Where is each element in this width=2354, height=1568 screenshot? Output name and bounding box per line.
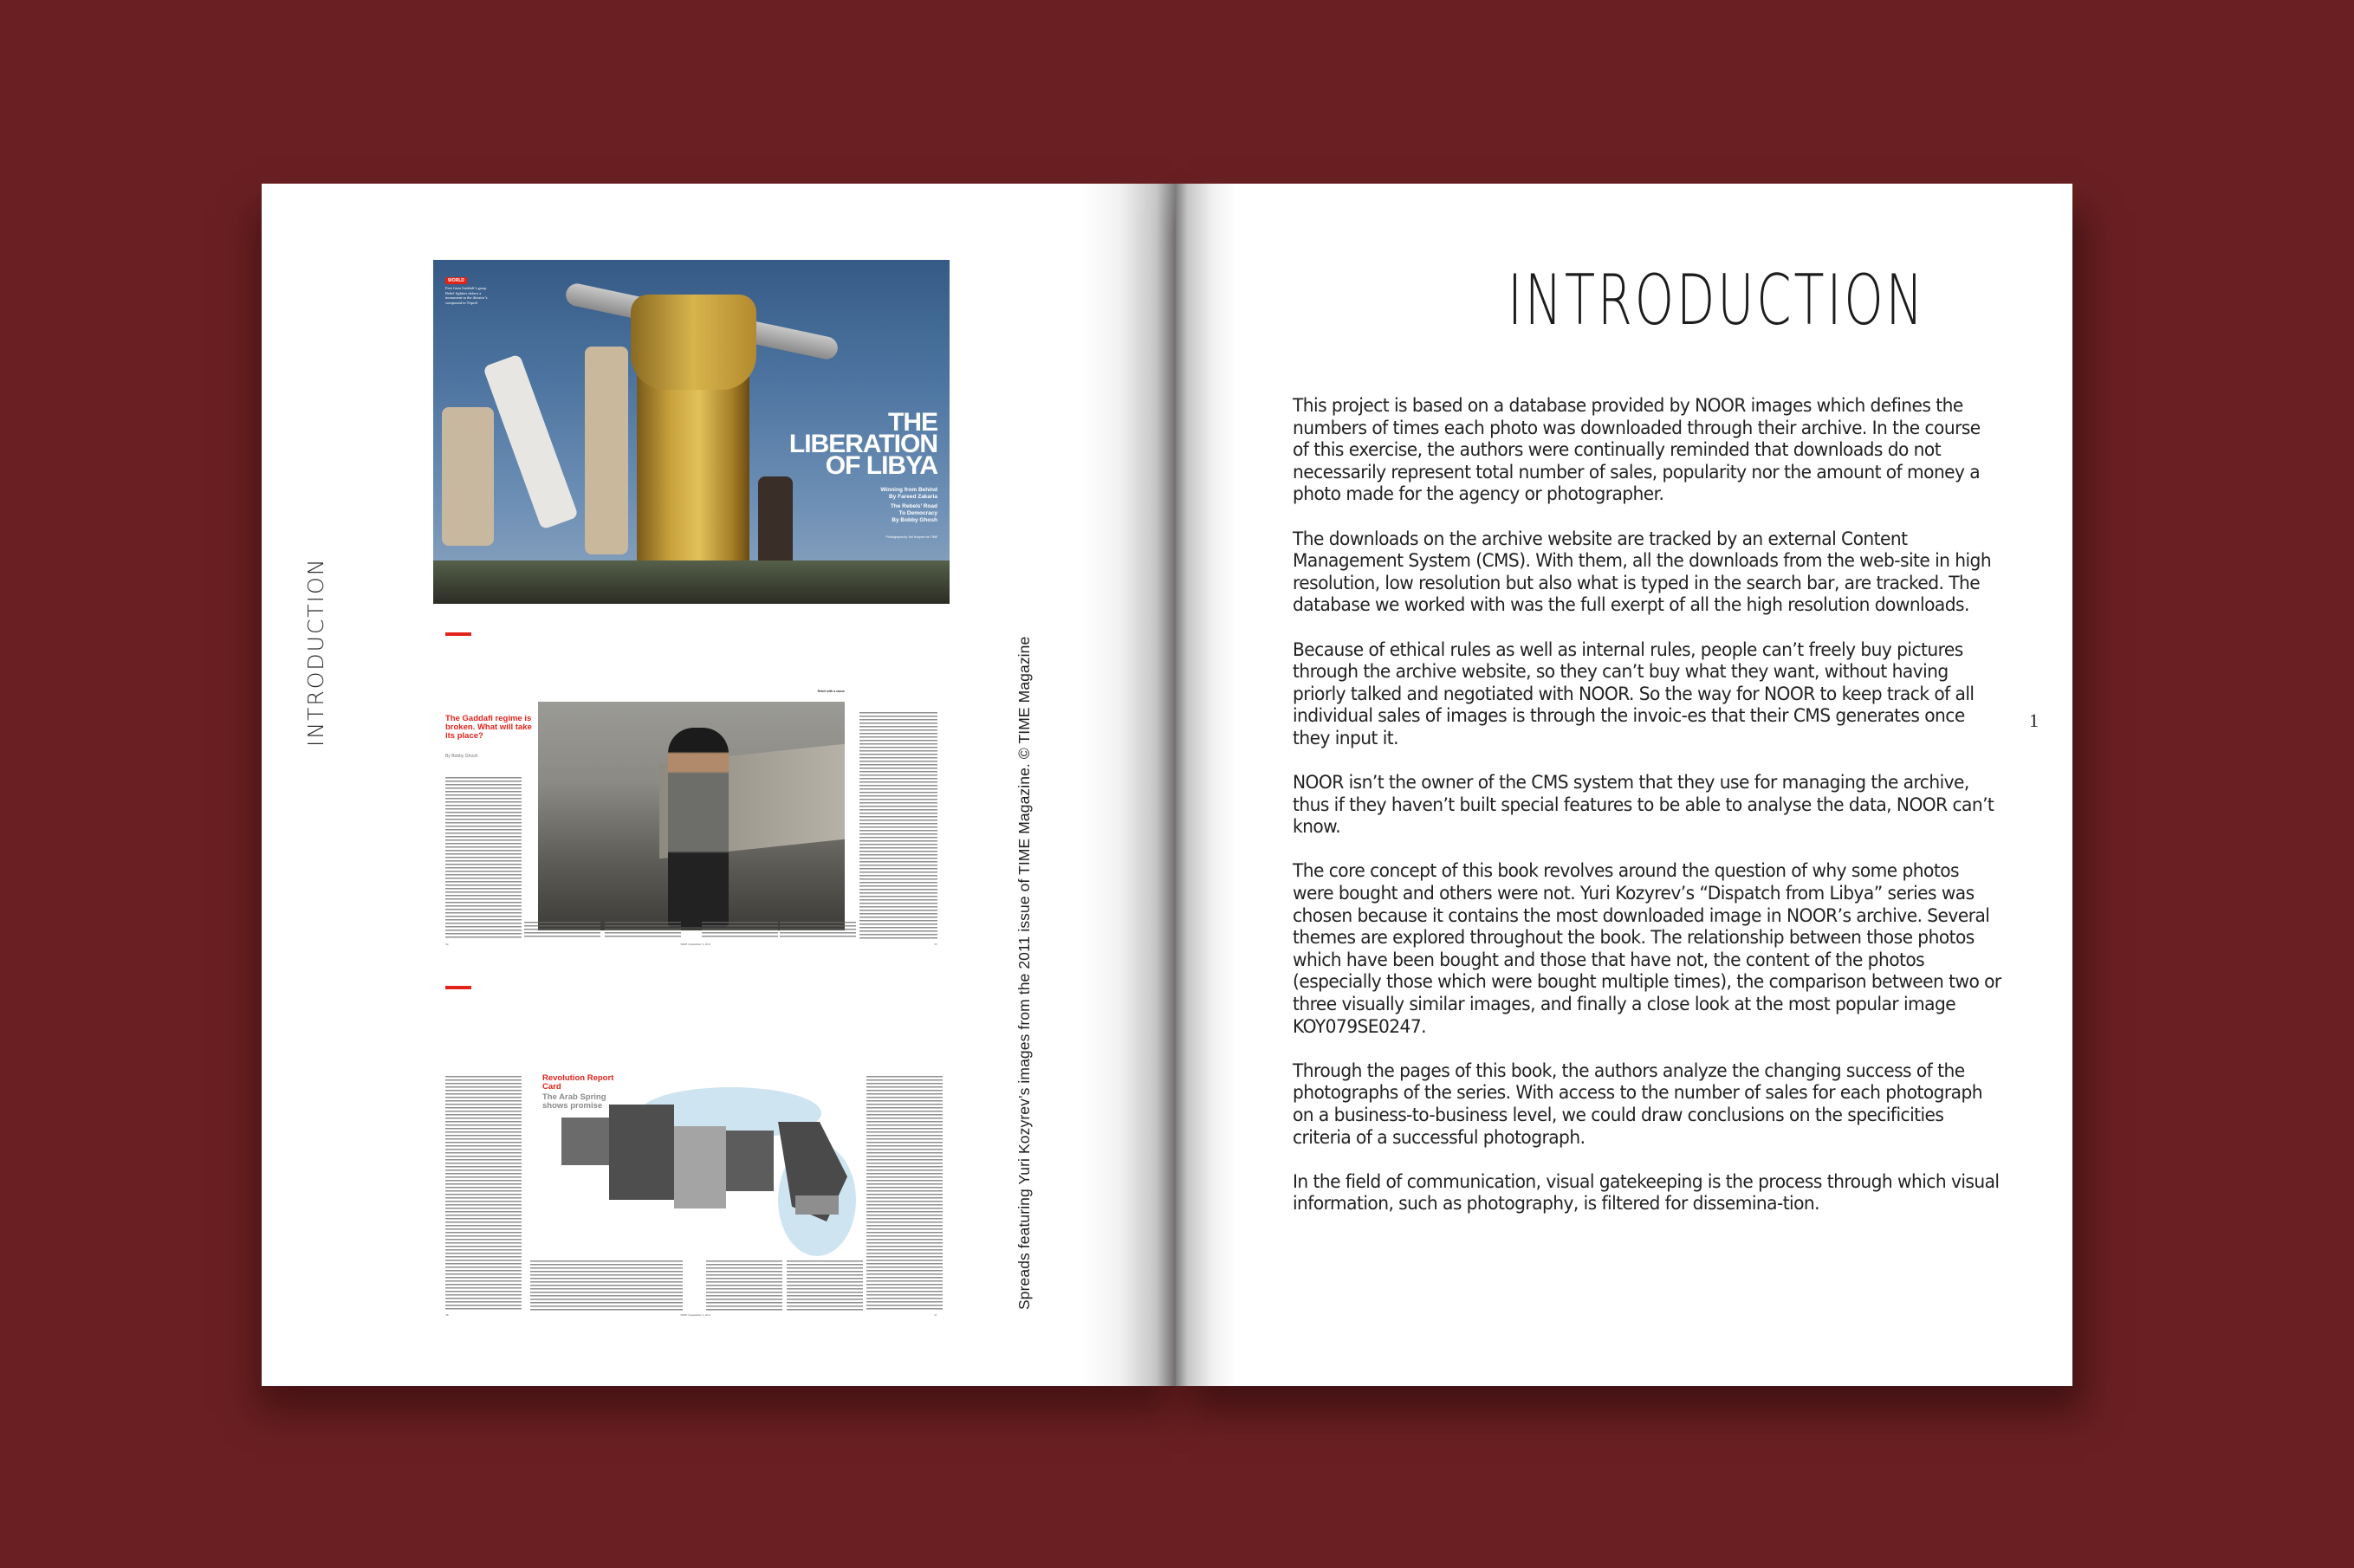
subhead-line: The Rebels’ Road — [890, 503, 937, 509]
spread-headline — [788, 408, 937, 480]
paragraph: Because of ethical rules as well as internal rules, people can’t freely buy pictures through the archive website, so they can’t buy what they want, without having priorly talked and negotiated with NOOR. So the way for NOOR to keep track of all individual sales of images is through the invoic-es that their CMS generates once they input it. — [1293, 638, 1975, 749]
text-column — [866, 1076, 943, 1310]
folio-right: 37 — [934, 1313, 937, 1317]
left-page — [262, 184, 1176, 1386]
photo-credit: Photographs by Yuri Kozyrev for TIME — [885, 535, 937, 539]
text-column — [445, 1076, 522, 1310]
folio-right: 35 — [934, 943, 937, 946]
section-tag — [445, 632, 471, 636]
spread-headline-red: Revolution Report Card — [542, 1073, 614, 1092]
page-number: 1 — [2029, 709, 2039, 731]
section-tag: WORLD — [445, 277, 467, 284]
text-column — [445, 777, 522, 939]
rebel-photo — [538, 702, 845, 930]
algeria-region — [609, 1105, 674, 1200]
spread-headline: The Gaddafi regime is broken. What will take its place? — [445, 714, 532, 741]
text-column — [859, 712, 937, 939]
headline-line: OF LIBYA — [825, 451, 937, 480]
folio-center: TIME September 5, 2011 — [680, 943, 711, 946]
text-column — [524, 922, 600, 939]
fighter-figure — [483, 353, 579, 529]
spine-shadow-left — [1080, 184, 1176, 1386]
headline-line: LIBERATION — [788, 430, 937, 458]
paragraph: The downloads on the archive website are tracked by an external Content Management System (CMS). With them, all the downloads from the web-site in high resolution, low resolution but also what is typed in the search bar, are tracked. The database we worked with was the full exerpt of all the high resolution downloads. — [1293, 528, 1992, 617]
magazine-spread-gaddafi-regime — [433, 617, 950, 951]
morocco-region — [561, 1118, 613, 1165]
text-column — [605, 922, 681, 939]
ground-strip — [433, 560, 950, 604]
folio-center: TIME September 5, 2011 — [680, 1313, 711, 1317]
spreads-caption: Spreads featuring Yuri Kozyrev’s images from the 2011 issue of TIME Magazine. © TIME Magazine — [1015, 636, 1033, 1310]
arab-spring-map — [535, 1066, 847, 1247]
spread-subheads — [880, 487, 937, 524]
headline-line: THE — [888, 408, 937, 437]
subhead-line: To Democracy — [898, 510, 937, 516]
subhead-line: By Fareed Zakaria — [888, 494, 937, 500]
subhead-line: By Bobby Ghosh — [892, 517, 937, 523]
paragraph: In the field of communication, visual gatekeeping is the process through which visual information, such as photography, is filtered for dissemina-tion. — [1293, 1170, 2000, 1215]
text-column — [530, 1260, 606, 1311]
paragraph: NOOR isn’t the owner of the CMS system that they use for managing the archive, thus if they haven’t built special features to be able to analyse the data, NOOR can’t know. — [1293, 772, 1994, 839]
magazine-spread-liberation-of-libya — [433, 260, 950, 604]
fighter-figure — [585, 347, 628, 554]
text-column — [706, 1260, 782, 1311]
page-title: INTRODUCTION — [1508, 260, 1926, 340]
side-section-label: INTRODUCTION — [303, 557, 328, 747]
intro-body — [1293, 395, 2003, 1238]
folio-left: 36 — [445, 1313, 449, 1317]
text-column — [606, 1260, 683, 1311]
byline: By Bobby Ghosh — [445, 754, 478, 759]
text-column — [780, 922, 856, 939]
paragraph: The core concept of this book revolves around the question of why some photos were bought and others were not. Yuri Kozyrev’s “Dispatch from Libya” series was chosen because it contains the most downloaded image in NOOR’s archive. Several themes are explored throughout the book. The relationship between those photos which have been bought and those that have not, the content of the photos (especially those which were bought multiple times), the comparison between two or three visually similar images, and finally a close look at the most popular image KOY079SE0247. — [1293, 860, 2001, 1038]
text-column — [702, 922, 778, 939]
text-column — [787, 1260, 863, 1311]
magazine-spread-revolution-report-card — [433, 970, 950, 1321]
photo-caption-title: Rebel with a cause — [817, 690, 845, 693]
section-tag — [445, 986, 471, 989]
folio-left: 34 — [445, 943, 449, 946]
fighter-figure — [442, 407, 494, 546]
yemen-region — [795, 1195, 839, 1215]
spread-headline-gray: The Arab Spring shows promise — [542, 1092, 606, 1111]
paragraph: Through the pages of this book, the authors analyze the changing success of the photographs of the series. With access to the number of sales for each photograph on a business-to-business level, we could draw conclusions on the specificities criteria of a successful photograph. — [1293, 1059, 1983, 1149]
spine-shadow-right — [1176, 184, 1236, 1386]
egypt-region — [726, 1131, 774, 1191]
subhead-line: Winning from Behind — [880, 487, 937, 493]
rebel-figure — [668, 728, 729, 927]
libya-region — [674, 1126, 726, 1208]
photo-caption: Free from Gaddafi’s grasp Rebel fighters deface a monument in the dictator’s compound in Tripoli — [445, 286, 488, 305]
paragraph: This project is based on a database provided by NOOR images which defines the numbers of times each photo was downloaded through their archive. In the course of this exercise, the authors were continually reminded that downloads do not necessarily represent total number of sales, popularity nor the amount of money a photo made for the agency or photographer. — [1293, 395, 1981, 506]
right-page — [1176, 184, 2072, 1386]
golden-fist-top — [631, 295, 756, 390]
